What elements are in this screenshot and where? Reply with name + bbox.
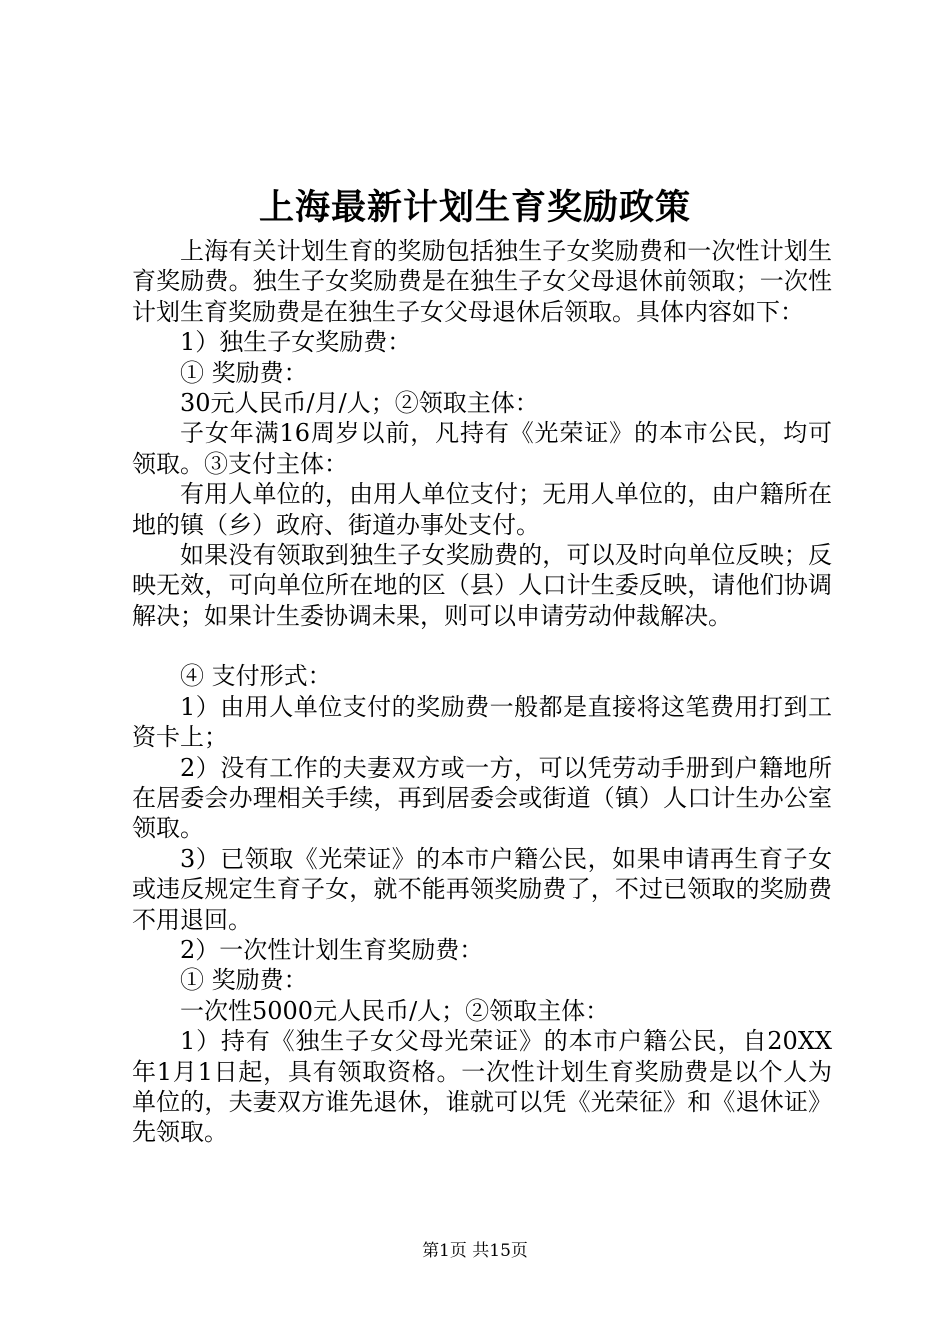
paragraph-complaint: 如果没有领取到独生子女奖励费的，可以及时向单位反映；反映无效，可向单位所在地的区（县）人口计生委反映，请他们协调解决；如果计生委协调未果，则可以申请劳动仲裁解决。	[132, 541, 832, 630]
paragraph-payment-form-2: 2）没有工作的夫妻双方或一方，可以凭劳动手册到户籍地所在居委会办理相关手续，再到居委会或街道（镇）人口计生办公室领取。	[132, 753, 832, 843]
paragraph-one-time-reward-amount: 一次性5000元人民币/人；②领取主体：	[180, 996, 610, 1025]
paragraph-payment-form-3: 3）已领取《光荣证》的本市户籍公民，如果申请再生育子女或违反规定生育子女，就不能再领奖励费了，不过已领取的奖励费不用退回。	[132, 844, 832, 934]
page-footer: 第1页 共15页	[422, 1241, 528, 1261]
paragraph-payment-form-heading: ④ 支付形式：	[180, 662, 332, 691]
paragraph-payer: 有用人单位的，由用人单位支付；无用人单位的，由户籍所在地的镇（乡）政府、街道办事处支付。	[132, 480, 832, 539]
paragraph-one-time-eligibility: 1）持有《独生子女父母光荣证》的本市户籍公民，自20XX年1月1日起，具有领取资格。一次性计划生育奖励费是以个人为单位的，夫妻双方谁先退休，谁就可以凭《光荣征》和《退休证》先领取。	[132, 1027, 832, 1147]
document-title: 上海最新计划生育奖励政策	[258, 187, 691, 228]
paragraph-eligibility: 子女年满16周岁以前，凡持有《光荣证》的本市公民，均可领取。③支付主体：	[132, 419, 832, 478]
paragraph-payment-form-1: 1）由用人单位支付的奖励费一般都是直接将这笔费用打到工资卡上；	[132, 692, 832, 752]
paragraph-reward-amount: 30元人民币/月/人；②领取主体：	[180, 389, 539, 418]
paragraph-section-1-heading: 1）独生子女奖励费：	[180, 328, 412, 357]
paragraph-one-time-reward-label: ① 奖励费：	[180, 966, 308, 995]
paragraph-intro: 上海有关计划生育的奖励包括独生子女奖励费和一次性计划生育奖励费。独生子女奖励费是在独生子女父母退休前领取；一次性计划生育奖励费是在独生子女父母退休后领取。具体内容如下：	[132, 237, 832, 326]
paragraph-section-2-heading: 2）一次性计划生育奖励费：	[180, 935, 484, 964]
document-body	[132, 236, 832, 1148]
paragraph-reward-label: ① 奖励费：	[180, 358, 308, 387]
